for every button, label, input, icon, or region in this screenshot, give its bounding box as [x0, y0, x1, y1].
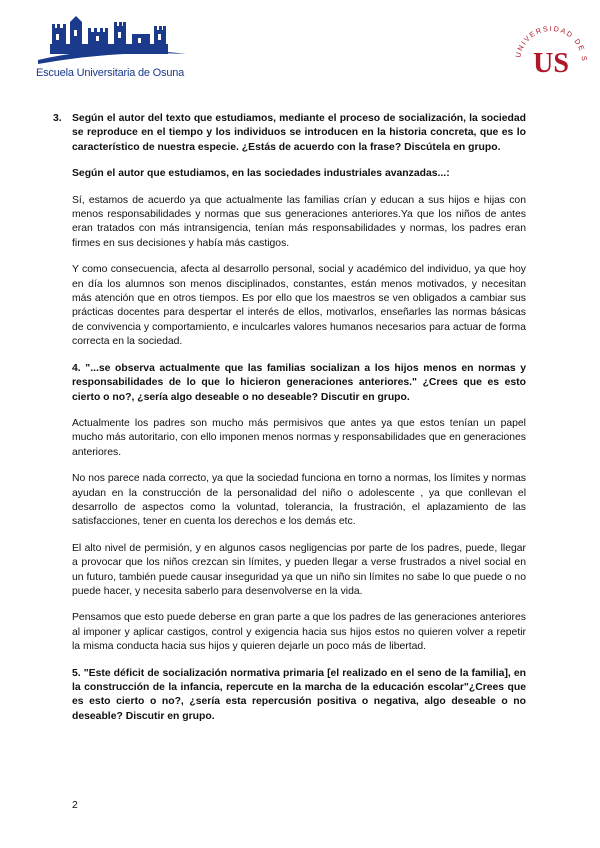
seal-monogram: US — [533, 48, 569, 79]
universidad-sevilla-logo — [512, 10, 590, 92]
logo-caption: Escuela Universitaria de Osuna — [36, 67, 185, 79]
castle-logo-icon — [36, 14, 196, 69]
document-body — [53, 112, 526, 736]
escuela-universitaria-osuna-logo — [36, 14, 196, 84]
answer-paragraph: Actualmente los padres son mucho más permisivos que antes ya que estos tenían un papel mucho más autoritario, con ello imponen menos normas y responsabilidades que en generaciones anteriores. — [72, 417, 526, 458]
answer-paragraph: Pensamos que esto puede deberse en gran parte a que los padres de las generaciones anteriores al imponer y aplicar castigos, control y exigencia hacia sus hijos estos no quieren volver a repetir la misma conducta hacia sus hijos y quieren dejarle un poco más de libertad. — [72, 612, 526, 653]
answer-paragraph: El alto nivel de permisión, y en algunos casos negligencias por parte de los padres, puede, llegar a provocar que los niños crezcan sin límites, y pueden llegar a verse frustrados a nivel social en un futuro, también puede causar inseguridad ya que un niño sin límites no sabe lo que puede o no puede hacer, y necesita saberlo para desenvolverse en la vida. — [72, 542, 526, 597]
page-header — [0, 0, 600, 95]
question-5: 5. "Este déficit de socialización normativa primaria [el realizado en el seno de la familia], en la construcción de la infancia, repercute en la marcha de la educación escolar"¿Crees que es esto cierto o no?, ¿sería esta repercusión positiva o negativa, algo deseable o no deseable? Discutir en grupo. — [72, 667, 526, 722]
answer-paragraph: Sí, estamos de acuerdo ya que actualmente las familias crían y educan a sus hijos e hijas con menos responsabilidades y normas que sus generaciones anteriores.Ya que los niños de antes eran tratados con más intransigencia, tenían más responsabilidades y normas, los padres eran firmes en sus decisiones y había más castigos. — [72, 194, 526, 249]
page-number: 2 — [72, 800, 78, 811]
answer-paragraph: Y como consecuencia, afecta al desarrollo personal, social y académico del individuo, ya que hoy en día los alumnos son menos disciplinados, constantes, están menos motivados, y necesitan más atención que en otros tiempos. Es por ello que los maestros se ven obligados a cambiar sus prácticas docentes para despertar el interés de ellos, motivarlos, enseñarles las normas básicas de convivencia y comportamiento, e inculcarles valores humanos necesarios para actuar de forma correcta en la sociedad. — [72, 264, 526, 348]
seal-ring-text: UNIVERSIDAD DE S — [513, 23, 590, 63]
university-seal-icon — [512, 10, 590, 92]
question-number: 3. — [53, 113, 62, 124]
question-4: 4. "...se observa actualmente que las familias socializan a los hijos menos en normas y responsabilidades de lo que lo hicieron generaciones anteriores." ¿Crees que es esto cierto o no?, ¿sería algo deseable o no deseable? Discutir en grupo. — [72, 362, 526, 403]
question-3 — [53, 112, 526, 155]
question-3-text: Según el autor del texto que estudiamos, mediante el proceso de socialización, la sociedad se reproduce en el tiempo y los individuos se introducen en la historia concreta, que es lo característico de nuestra especie. ¿Estás de acuerdo con la frase? Discútela en grupo. — [72, 113, 526, 153]
answer-paragraph: No nos parece nada correcto, ya que la sociedad funciona en torno a normas, los límites y normas ayudan en la construcción de la personalidad del niño o adolescente , ya que conllevan el desarrollo de aspectos como la voluntad, tolerancia, la frustración, el aplazamiento de las satisfacciones, tener en cuenta los derechos e los demás etc. — [72, 473, 526, 528]
question-3-subheading: Según el autor que estudiamos, en las sociedades industriales avanzadas...: — [72, 168, 450, 180]
